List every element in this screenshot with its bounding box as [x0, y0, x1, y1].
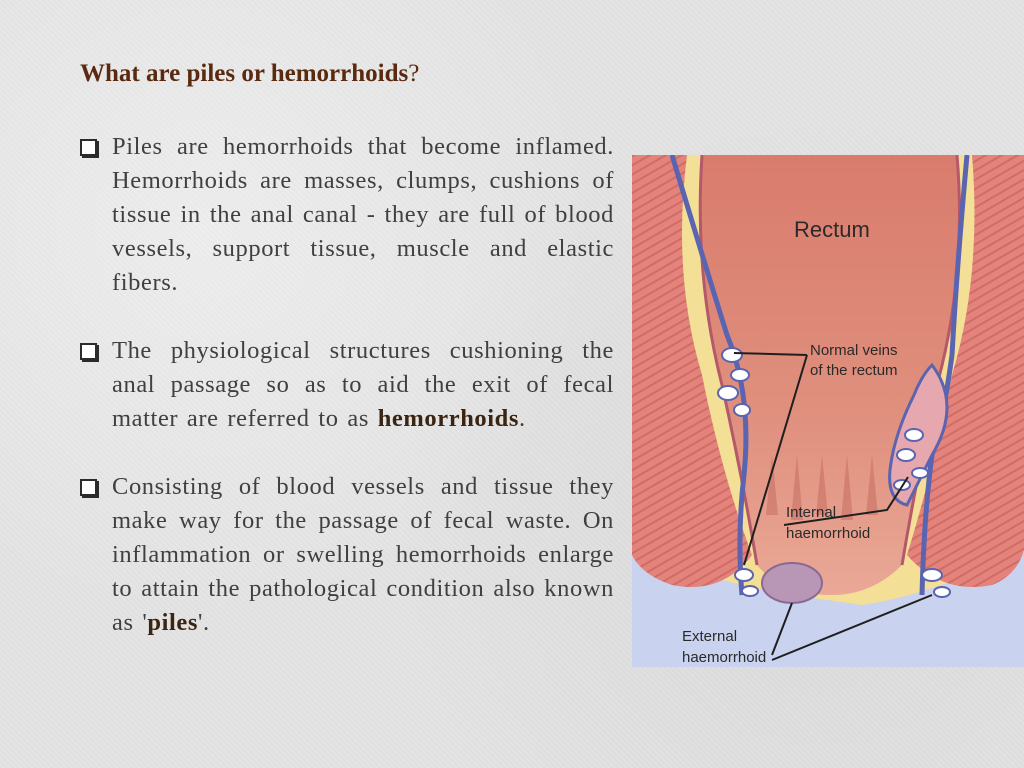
label-rectum: Rectum — [794, 217, 870, 242]
external-haemorrhoid — [762, 563, 822, 603]
bullet-text-after: '. — [198, 609, 210, 636]
bullet-bold-term: hemorrhoids — [377, 405, 520, 432]
slide-title — [80, 60, 419, 88]
slide-title-suffix: ? — [408, 60, 420, 87]
checkbox-bullet-icon — [80, 130, 112, 164]
bullet-list — [80, 130, 614, 674]
bullet-item — [80, 470, 614, 640]
label-internal-line1: Internal — [786, 504, 837, 521]
bullet-text — [112, 470, 614, 640]
bullet-text-before: Consisting of blood vessels and tissue they make way for the passage of fecal waste. On inflammation or swelling hemorrhoids enlarge to attain the pathological condition also known as ' — [112, 473, 614, 636]
bullet-text-after: . — [519, 405, 526, 432]
label-external-line1: External — [682, 628, 738, 645]
slide-title-main: What are piles or hemorrhoids — [80, 60, 409, 87]
label-internal-line2: haemorrhoid — [786, 525, 871, 542]
bullet-item — [80, 130, 614, 300]
bullet-text: Piles are hemorrhoids that become inflamed. Hemorrhoids are masses, clumps, cushions of tissue in the anal canal - they are full of blood vessels, support tissue, muscle and elastic fibers. — [112, 133, 614, 296]
label-normal-veins-line2: of the rectum — [810, 362, 898, 379]
checkbox-bullet-icon — [80, 334, 112, 368]
label-normal-veins-line1: Normal veins — [810, 342, 898, 359]
bullet-text-before: The physiological structures cushioning the anal passage so as to aid the exit of fecal matter are referred to as — [112, 337, 614, 432]
bullet-text — [112, 334, 614, 436]
label-external-line2: haemorrhoid — [682, 649, 767, 666]
anal-canal-diagram — [632, 155, 1024, 667]
checkbox-bullet-icon — [80, 470, 112, 504]
bullet-bold-term: piles — [147, 609, 199, 636]
anatomy-illustration — [632, 155, 1024, 667]
bullet-item — [80, 334, 614, 436]
